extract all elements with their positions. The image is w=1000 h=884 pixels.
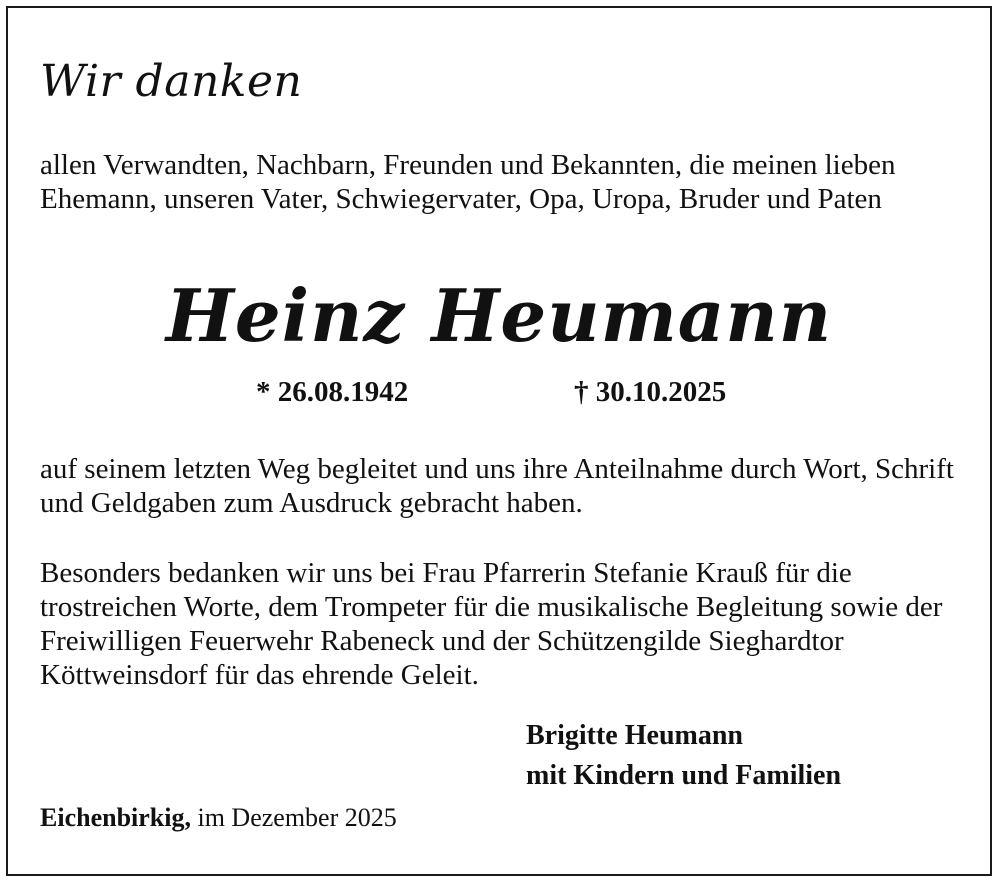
signature-family: mit Kindern und Familien	[526, 760, 842, 791]
death-date: † 30.10.2025	[574, 376, 727, 408]
heading: Wir danken	[40, 56, 303, 107]
signature-name: Brigitte Heumann	[526, 720, 743, 751]
birth-date: * 26.08.1942	[256, 376, 409, 408]
special-thanks-paragraph: Besonders bedanken wir uns bei Frau Pfarrerin Stefanie Krauß für die trostreichen Worte, dem Trompeter für die musikalische Begleitung sowie der Freiwilligen Feuerwehr Rabeneck und der Schützengilde Sieghardtor Köttweinsdorf für das ehrende Geleit.	[40, 557, 943, 691]
intro-paragraph: allen Verwandten, Nachbarn, Freunden und Bekannten, die meinen lieben Ehemann, unseren Vater, Schwiegervater, Opa, Uropa, Bruder und Paten	[40, 149, 896, 215]
place-name: Eichenbirkig,	[40, 803, 191, 832]
deceased-name: Heinz Heumann	[165, 273, 833, 358]
date-text: im Dezember 2025	[190, 803, 397, 832]
thanks-paragraph: auf seinem letzten Weg begleitet und uns ihre Anteilnahme durch Wort, Schrift und Geldgaben zum Ausdruck gebracht haben.	[40, 453, 954, 519]
obituary-card	[6, 6, 992, 876]
place-date-line	[40, 798, 397, 838]
